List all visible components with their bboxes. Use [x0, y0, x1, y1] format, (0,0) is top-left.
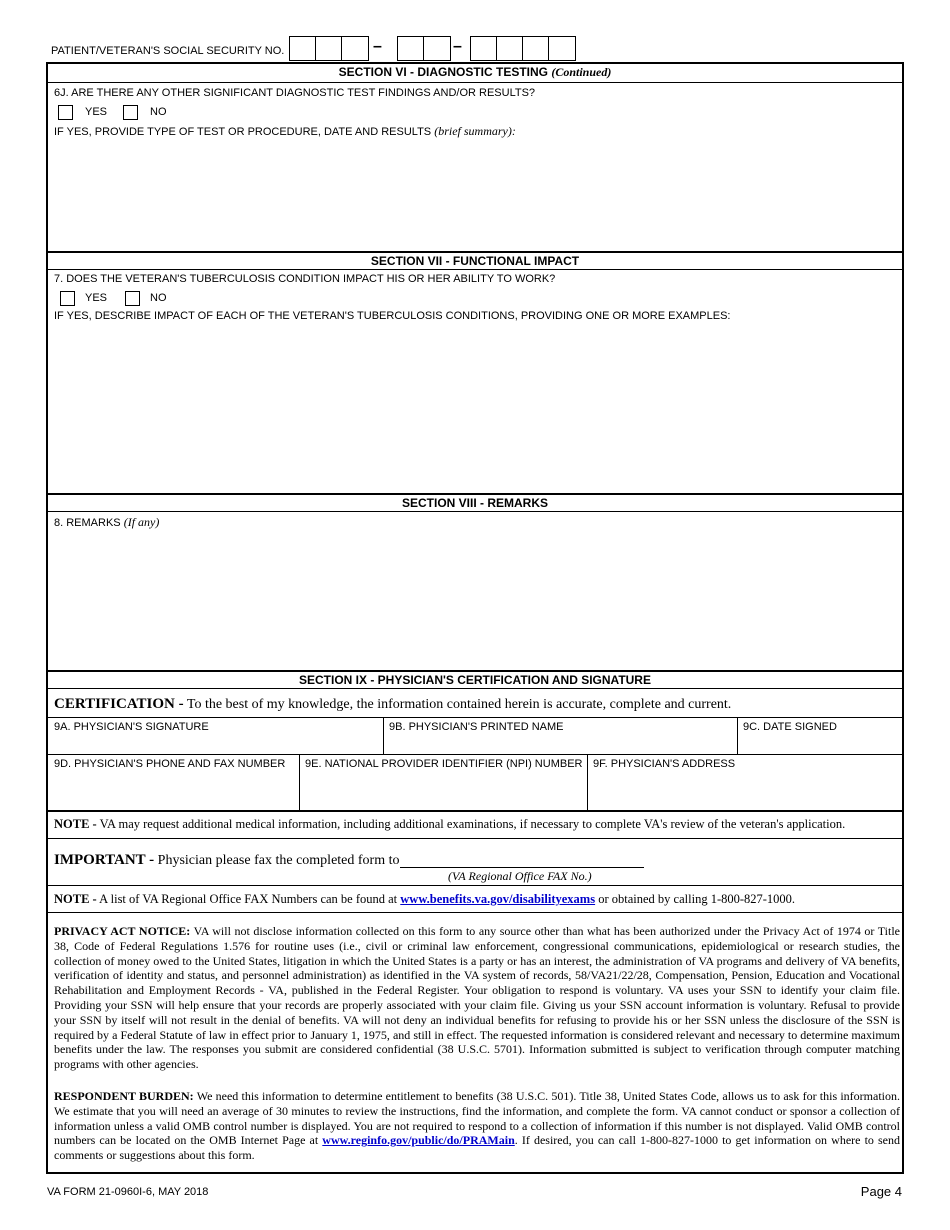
- fax-number-field[interactable]: [400, 867, 644, 868]
- ssn-digit-2[interactable]: [316, 37, 342, 60]
- ssn-digit-8[interactable]: [523, 37, 549, 60]
- question-7: 7. DOES THE VETERAN'S TUBERCULOSIS CONDITION IMPACT HIS OR HER ABILITY TO WORK?: [54, 273, 556, 285]
- label-9b: 9B. PHYSICIAN'S PRINTED NAME: [389, 721, 564, 733]
- field-6j-results[interactable]: [48, 140, 902, 250]
- section-7-header: SECTION VII - FUNCTIONAL IMPACT: [48, 251, 902, 270]
- ssn-digit-4[interactable]: [398, 37, 424, 60]
- ssn-digit-5[interactable]: [424, 37, 450, 60]
- field-9b-printed-name[interactable]: [384, 734, 737, 754]
- label-6j-yes: YES: [85, 106, 108, 118]
- form-body: [46, 62, 904, 1174]
- privacy-act-notice: PRIVACY ACT NOTICE: VA will not disclose information collected on this form to any source other than what has been authorized under the Privacy Act of 1974 or Title 38, Code of Federal Regulations 1.576 for routine uses (i.e., civil or criminal law enforcement, congressional communications, epidemiological or research studies, the collection of money owed to the United States, litigation in which the United States is a party or has an interest, the administration of VA programs and delivery of VA benefits, verification of identity and status, and personnel administration) as identified in the VA system of records, 58/VA21/22/28, Compensation, Pension, Education and Vocational Rehabilitation and Employment Records - VA, published in the Federal Register. Your obligation to respond is voluntary. VA uses your SSN to identify your claim file. Providing your SSN will help ensure that your records are properly associated with your claim file. Giving us your SSN account information is voluntary. Refusal to provide your SSN by itself will not result in the denial of benefits. VA will not deny an individual benefits for refusing to provide his or her SSN unless the disclosure of the SSN is required by a Federal Statute of law in effect prior to January 1, 1975, and still in effect. The requested information is considered relevant and necessary to determine maximum benefits under the law. The responses you submit are considered confidential (38 U.S.C. 5701). Information submitted is subject to verification through computer matching programs with other agencies.: [54, 924, 900, 1072]
- field-remarks[interactable]: [48, 531, 902, 669]
- page-number: Page 4: [860, 1184, 902, 1199]
- ssn-digit-7[interactable]: [497, 37, 523, 60]
- respondent-burden: RESPONDENT BURDEN: We need this information to determine entitlement to benefits (38 U.S.C. 501). Title 38, United States Code, allows us to ask for this information. We estimate that you will need an average of 30 minutes to review the instructions, find the information, and complete the form. VA cannot conduct or sponsor a collection of information unless a valid OMB control number is displayed. You are not required to respond to a collection of information if this number is not displayed. Valid OMB control numbers can be located on the OMB Internet Page at www.reginfo.gov/public/do/PRAMain. If desired, you can call 1-800-827-1000 to get information on where to send comments or suggestions about this form.: [54, 1089, 901, 1163]
- prompt-6j: IF YES, PROVIDE TYPE OF TEST OR PROCEDURE, DATE AND RESULTS (brief summary):: [54, 124, 516, 138]
- ssn-group-3[interactable]: [470, 36, 576, 61]
- question-6j: 6J. ARE THERE ANY OTHER SIGNIFICANT DIAGNOSTIC TEST FINDINGS AND/OR RESULTS?: [54, 87, 536, 99]
- label-7-yes: YES: [85, 292, 108, 304]
- label-6j-no: NO: [150, 106, 167, 118]
- section-8-header: SECTION VIII - REMARKS: [48, 493, 902, 512]
- note-additional-info: NOTE - VA may request additional medical information, including additional examinations, if necessary to complete VA's review of the veteran's application.: [54, 817, 846, 831]
- fax-caption: (VA Regional Office FAX No.): [448, 869, 592, 883]
- label-9e: 9E. NATIONAL PROVIDER IDENTIFIER (NPI) NUMBER: [305, 758, 583, 770]
- ssn-digit-9[interactable]: [549, 37, 575, 60]
- prompt-7: IF YES, DESCRIBE IMPACT OF EACH OF THE VETERAN'S TUBERCULOSIS CONDITIONS, PROVIDING ONE OR MORE EXAMPLES:: [54, 310, 731, 322]
- ssn-digit-3[interactable]: [342, 37, 368, 60]
- benefits-link[interactable]: www.benefits.va.gov/disabilityexams: [400, 892, 596, 906]
- ssn-dash-2: –: [453, 38, 462, 55]
- label-7-no: NO: [150, 292, 167, 304]
- field-7-impact[interactable]: [48, 326, 902, 492]
- ssn-digit-1[interactable]: [290, 37, 316, 60]
- label-9d: 9D. PHYSICIAN'S PHONE AND FAX NUMBER: [54, 758, 286, 770]
- checkbox-7-no[interactable]: [125, 291, 140, 306]
- divider: [48, 885, 902, 886]
- note-fax-list: NOTE - A list of VA Regional Office FAX Numbers can be found at www.benefits.va.gov/disabilityexams or obtained by calling 1-800-827-1000.: [54, 892, 796, 906]
- ssn-digit-6[interactable]: [471, 37, 497, 60]
- ssn-dash-1: –: [373, 38, 382, 55]
- checkbox-7-yes[interactable]: [60, 291, 75, 306]
- divider: [48, 717, 902, 718]
- field-9e-npi[interactable]: [300, 772, 587, 810]
- ssn-group-1[interactable]: [289, 36, 369, 61]
- reginfo-link[interactable]: www.reginfo.gov/public/do/PRAMain: [322, 1133, 515, 1148]
- field-9c-date[interactable]: [738, 734, 902, 754]
- field-9a-signature[interactable]: [48, 734, 383, 754]
- checkbox-6j-no[interactable]: [123, 105, 138, 120]
- remarks-label: 8. REMARKS (If any): [54, 515, 160, 529]
- label-9f: 9F. PHYSICIAN'S ADDRESS: [593, 758, 736, 770]
- divider: [48, 810, 902, 812]
- divider: [48, 754, 902, 755]
- label-9c: 9C. DATE SIGNED: [743, 721, 837, 733]
- section-9-header: SECTION IX - PHYSICIAN'S CERTIFICATION AND SIGNATURE: [48, 670, 902, 689]
- form-id: VA FORM 21-0960I-6, MAY 2018: [47, 1186, 209, 1198]
- field-9f-address[interactable]: [588, 772, 902, 810]
- certification-text: CERTIFICATION - To the best of my knowledge, the information contained herein is accurate, complete and current.: [54, 696, 732, 712]
- ssn-label: PATIENT/VETERAN'S SOCIAL SECURITY NO.: [51, 45, 285, 57]
- checkbox-6j-yes[interactable]: [58, 105, 73, 120]
- important-fax-instruction: IMPORTANT - Physician please fax the completed form to: [54, 852, 400, 868]
- ssn-row: [47, 34, 907, 62]
- divider: [48, 838, 902, 839]
- section-6-header: SECTION VI - DIAGNOSTIC TESTING (Continued): [48, 64, 902, 83]
- label-9a: 9A. PHYSICIAN'S SIGNATURE: [54, 721, 209, 733]
- divider: [48, 912, 902, 913]
- field-9d-phone-fax[interactable]: [48, 772, 299, 810]
- ssn-group-2[interactable]: [397, 36, 451, 61]
